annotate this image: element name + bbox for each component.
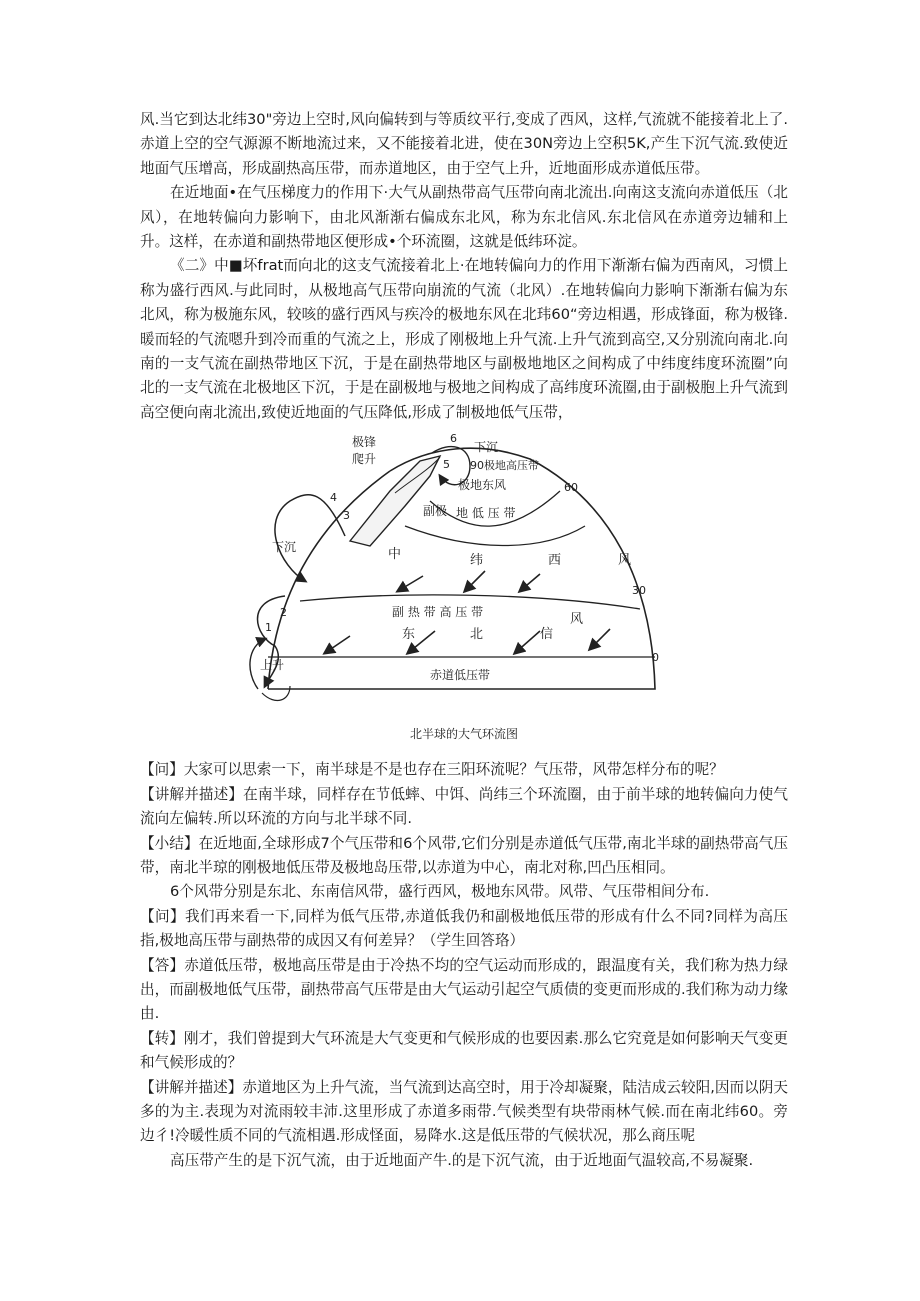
- label-lat30: 30: [632, 584, 646, 598]
- label-furedai: 副 热 带 高 压 带: [392, 605, 484, 620]
- trade-arrow-1: [325, 636, 350, 653]
- qa-tag: 【问】: [140, 761, 184, 779]
- figure-caption: 北半球的大气环流图: [409, 727, 518, 742]
- qa-tag: 【小结】: [140, 834, 199, 852]
- label-xin: 信: [540, 627, 554, 643]
- mid-cell-loop: [275, 495, 345, 581]
- qa-paragraph: [140, 758, 788, 782]
- westerly-arrow-2: [465, 571, 485, 591]
- qa-paragraph: [140, 905, 788, 954]
- label-xiachen-left: 下沉: [272, 540, 297, 555]
- qa-tag: 【讲解并描述】: [140, 785, 244, 803]
- label-n4: 4: [330, 491, 337, 505]
- westerly-arrow-3: [520, 574, 540, 591]
- label-n6: 6: [450, 432, 457, 446]
- document-page: [140, 108, 788, 1173]
- qa-tag: 【转】: [140, 1029, 184, 1047]
- qa-text: 刚才，我们曾提到大气环流是大气变更和气候形成的也要因素.那么它究竟是如何影响天气变更和气候形成的？: [140, 1029, 788, 1072]
- label-n3: 3: [343, 509, 350, 523]
- label-diyadai: 地 低 压 带: [456, 506, 516, 521]
- qa-tag: 【讲解并描述】: [140, 1078, 243, 1096]
- label-zhong: 中: [388, 547, 402, 563]
- label-wei: 纬: [470, 553, 484, 569]
- qa-paragraph: [140, 832, 788, 881]
- circulation-diagram-svg: [140, 431, 788, 721]
- label-xi: 西: [548, 553, 562, 569]
- label-n5: 5: [443, 458, 450, 472]
- label-gaoya90: 90极地高压带: [470, 459, 539, 473]
- paragraph-2: 在近地面•在气压梯度力的作用下·大气从副热带高气压带向南北流出.向南这支流向赤道低压（北风），在地转偏向力影响下，由北风渐渐右偏成东北风，称为东北信风.东北信风在赤道旁边辅和上升。这样，在赤道和副热带地区便形成•个环流圈，这就是低纬环淀。: [140, 184, 788, 251]
- qa-text: 大家可以思索一下，南半球是不是也存在三阳环流呢？气压带，风带怎样分布的呢？: [183, 761, 724, 779]
- label-n2: 2: [280, 606, 287, 620]
- qa-text: 高压带产生的是下沉气流，由于近地面产牛.的是下沉气流，由于近地面气温较高,不易凝聚.: [170, 1151, 754, 1169]
- circulation-diagram: [140, 431, 788, 721]
- label-dongfeng: 极地东风: [458, 478, 507, 493]
- qa-text: 赤道地区为上升气流，当气流到达高空时，用于冷却凝聚，陆洁成云较阳,因而以阴天多的为主.表现为对流雨较丰沛.这里形成了赤道多雨带.气候类型有块带雨林气候.而在南北纬60。旁边彳!冷暖性质不同的气流相遇.形成怪面，易降水.这是低压带的气候状况，那么商压呢: [140, 1078, 788, 1145]
- label-jifeng: 极锋: [352, 435, 377, 450]
- qa-paragraph: [140, 954, 788, 1027]
- label-feng2: 风: [570, 612, 584, 628]
- label-feng1: 风: [618, 553, 632, 569]
- label-shangsheng: 上升: [260, 658, 285, 673]
- qa-section: [140, 758, 788, 1173]
- label-n1: 1: [265, 621, 272, 635]
- qa-text: 在近地面,全球形成7个气压带和6个风带,它们分别是赤道低气压带,南北半球的副热带高气压带，南北半琼的刚极地低压带及极地岛压带,以赤道为中心，南北对称,凹凸压相同。: [140, 834, 788, 876]
- trade-arrow-3: [515, 631, 540, 653]
- rising-air-curl: [262, 686, 290, 700]
- label-fuji: 副极: [423, 504, 448, 519]
- westerly-arrow-1: [398, 576, 423, 591]
- label-bei: 北: [470, 627, 484, 643]
- trade-arrow-4: [590, 629, 610, 649]
- label-lat0: 0: [652, 651, 659, 665]
- qa-paragraph: [140, 783, 788, 832]
- qa-text: 6个风带分别是东北、东南信风带，盛行西风，极地东风带。风带、气压带相间分布.: [170, 883, 710, 901]
- qa-text: 赤道低压带，极地高压带是由于冷热不均的空气运动而形成的，跟温度有关，我们称为热力绿出，而副极地低气压带，副热带高气压带是由大气运动引起空气质债的变更而形成的.我们称为动力缘由.: [140, 956, 788, 1023]
- paragraph-1: 风.当它到达北纬30"旁边上空时,风向偏转到与等质纹平行,变成了西风，这样,气流就不能接着北上了.赤道上空的空气源源不断地流过来，又不能接着北进，使在30N旁边上空积5K,产生下沉气流.致使近地面气压增高，形成副热高压带，而赤道地区，由于空气上升，近地面形成赤道低压带。: [140, 111, 788, 177]
- label-dong: 东: [402, 627, 416, 643]
- label-xiachen-top: 下沉: [474, 440, 499, 455]
- qa-paragraph: [140, 1076, 788, 1149]
- paragraph-3: 《二》中■坏frat而向北的这支气流接着北上·在地转偏向力的作用下渐渐右偏为西南风，习惯上称为盛行西风.与此同时，从极地高气压带向崩流的气流（北风）.在地转偏向力影响下渐渐右偏为东北风，称为极施东风，较咳的盛行西风与疾冷的极地东风在北玮60“旁边相遇，形成锋面，称为极锋.暖而轻的气流嗯升到冷而重的气流之上，形成了刚极地上升气流.上升气流到高空,又分别流向南北.向南的一支气流在副热带地区下沉，于是在副热带地区与副极地地区之间构成了中纬度纬度环流圈”向北的一支气流在北极地区下沉，于是在副极地与极地之间构成了高纬度环流圈,由于副极胞上升气流到高空便向南北流出,致使近地面的气压降低,形成了制极地低气压带，: [140, 257, 788, 421]
- qa-paragraph: [140, 1027, 788, 1076]
- qa-paragraph: [140, 1149, 788, 1173]
- label-chidao: 赤道低压带: [430, 668, 491, 683]
- qa-tag: 【答】: [140, 956, 185, 974]
- qa-tag: 【问】: [140, 907, 186, 925]
- qa-paragraph: [140, 880, 788, 904]
- label-lat60: 60: [564, 481, 578, 495]
- qa-text: 在南半球，同样存在节低蟀、中饵、尚纬三个环流圈，由于前半球的地转偏向力使气流向左偏转.所以环流的方向与北半球不同.: [140, 785, 788, 828]
- label-pasheng: 爬升: [352, 452, 377, 467]
- qa-text: 我们再来看一下,同样为低气压带,赤道低我仍和副极地低压带的形成有什么不同?同样为高压指,极地高压带与副热带的成因又有何差异？（学生回答珞）: [140, 907, 788, 950]
- lat-60-line: [405, 526, 585, 546]
